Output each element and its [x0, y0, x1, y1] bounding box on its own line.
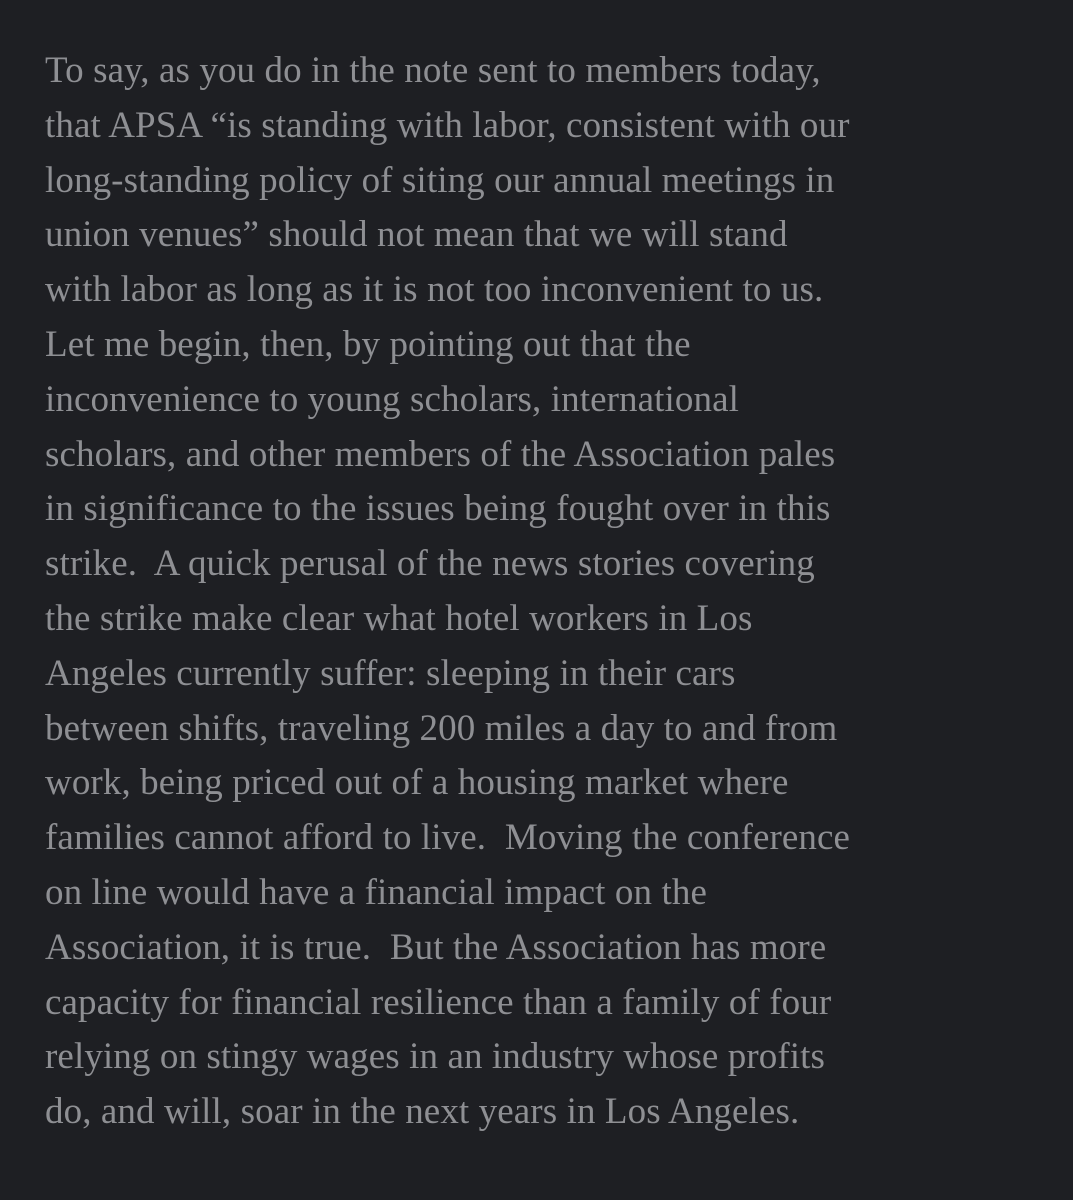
text-line: strike. A quick perusal of the news stories covering: [45, 543, 815, 585]
text-line: the strike make clear what hotel workers in Los: [45, 597, 753, 639]
text-line: that APSA “is standing with labor, consistent with our: [45, 104, 850, 146]
text-line: work, being priced out of a housing market where: [45, 762, 789, 804]
text-line: union venues” should not mean that we will stand: [45, 214, 788, 256]
text-line: Angeles currently suffer: sleeping in their cars: [45, 652, 736, 694]
text-line: capacity for financial resilience than a family of four: [45, 981, 832, 1023]
text-line: do, and will, soar in the next years in Los Angeles.: [45, 1091, 800, 1133]
text-line: inconvenience to young scholars, international: [45, 378, 740, 420]
letter-paragraph: [45, 44, 1073, 1140]
text-line: scholars, and other members of the Association pales: [45, 433, 836, 475]
text-line: long-standing policy of siting our annual meetings in: [45, 159, 835, 201]
text-line: Association, it is true. But the Association has more: [45, 926, 827, 968]
text-line: between shifts, traveling 200 miles a day to and from: [45, 707, 838, 749]
text-line: on line would have a financial impact on the: [45, 871, 707, 913]
text-line: with labor as long as it is not too inconvenient to us.: [45, 269, 824, 311]
text-line: To say, as you do in the note sent to members today,: [45, 50, 821, 91]
text-line: relying on stingy wages in an industry whose profits: [45, 1036, 826, 1078]
text-line: families cannot afford to live. Moving the conference: [45, 817, 851, 859]
text-line: Let me begin, then, by pointing out that the: [45, 323, 691, 365]
text-line: in significance to the issues being fought over in this: [45, 488, 831, 530]
